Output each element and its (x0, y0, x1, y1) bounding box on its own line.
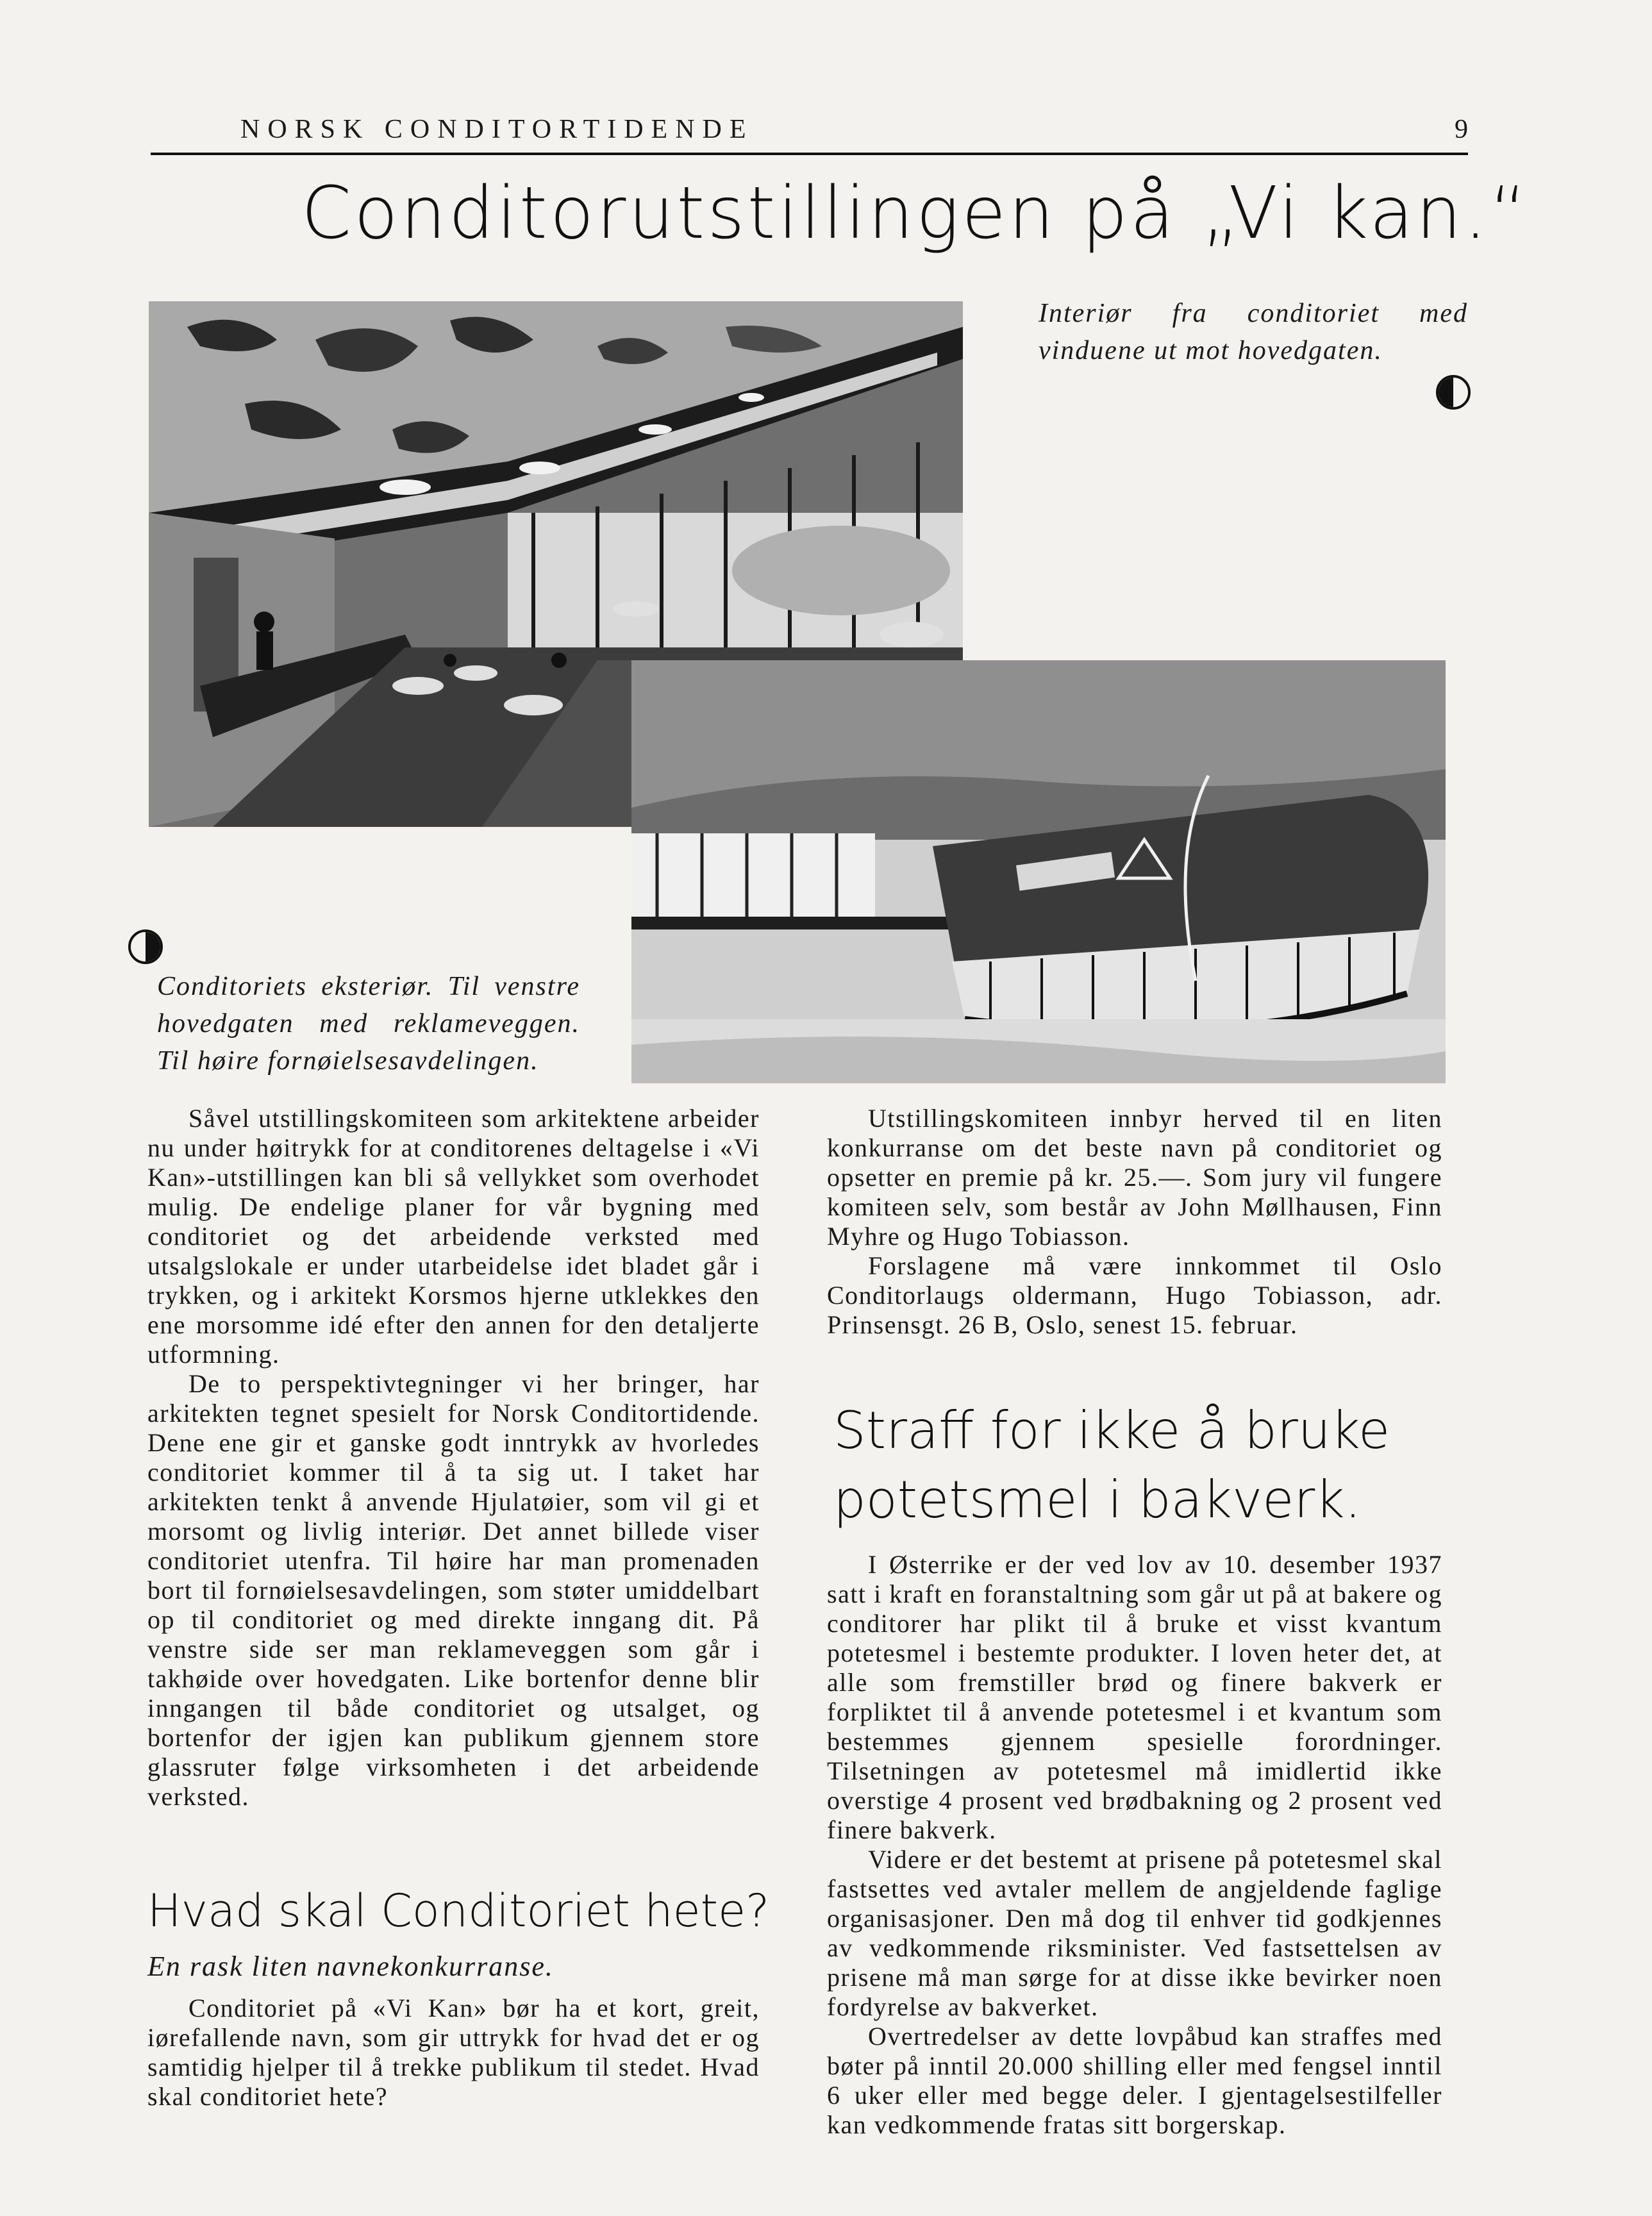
journal-name: NORSK CONDITORTIDENDE (240, 115, 754, 144)
paragraph: Utstillingskomiteen innbyr herved til en liten konkurranse om det beste navn på conditoriet og opsetter en premie på kr. 25.—. Som jury vil fungere komiteen selv, som består av John Møllhausen, Finn Myhre og Hugo Tobiasson. (827, 1104, 1442, 1251)
caption-interior: Interiør fra conditoriet med vinduene ut mot hovedgaten. (1039, 299, 1468, 365)
name-contest-body (147, 1994, 760, 2112)
left-column-body (147, 1104, 760, 1812)
paragraph: Såvel utstillingskomiteen som arkitektene arbeider nu under høitrykk for at conditorenes deltagelse i «Vi Kan»-utstillingen kan bli så vellykket som overhodet mulig. De endelige planer for vår bygning med conditoriet og det arbeidende verksted med utsalgslokale er under utarbeidelse idet bladet går i trykken, og i arkitekt Korsmos hjerne utklekkes den ene morsomme idé efter den annen for den detaljerte utformning. (147, 1104, 760, 1369)
exterior-drawing (631, 660, 1446, 1083)
page-number: 9 (1455, 115, 1468, 144)
article-title-austria: Straff for ikke å bruke potetsmel i bakverk. (833, 1401, 1390, 1529)
paragraph: Overtredelser av dette lovpåbud kan straffes med bøter på inntil 20.000 shilling eller med fengsel inntil 6 uker eller med begge deler. I gjentagelsestilfeller kan vedkommende fratas sitt borgerskap. (827, 2022, 1442, 2139)
half-moon-icon (1436, 375, 1471, 410)
paragraph: I Østerrike er der ved lov av 10. desember 1937 satt i kraft en foranstaltning som går ut på at bakere og conditorer har plikt til å bruke et visst kvantum potetesmel i bestemte produkter. I loven heter det, at alle som fremstiller brød og finere bakverk er forpliktet til å anvende potetesmel i et kvantum som bestemmes gjennem spesielle forordninger. Tilsetningen av potetesmel må imidlertid ikke overstige 4 prosent ved brødbakning og 2 prosent ved finere bakverk. (827, 1550, 1442, 1844)
caption-exterior: Conditoriets eksteriør. Til venstre hovedgaten med reklameveggen. Til høire fornøielsesavdelingen. (157, 972, 580, 1076)
half-moon-icon (128, 929, 163, 964)
paragraph: Videre er det bestemt at prisene på potetesmel skal fastsettes ved avtaler mellem de angjeldende faglige organisasjoner. Den må dog til enhver tid godkjennes av vedkommende riksminister. Ved fastsettelsen av prisene må man sørge for at disse ikke bevirker noen fordyrelse av bakverket. (827, 1845, 1442, 2021)
article-title: Conditorutstillingen på „Vi kan.“ (301, 172, 1530, 255)
section-heading: Hvad skal Conditoriet hete? (147, 1885, 770, 1937)
paragraph: Conditoriet på «Vi Kan» bør ha et kort, greit, iørefallende navn, som gir uttrykk for hvad det er og samtidig hjelper til å trekke publikum til stedet. Hvad skal conditoriet hete? (147, 1994, 760, 2111)
exterior-illustration (631, 660, 1446, 1083)
right-column-body (827, 1104, 1442, 1340)
running-header (151, 114, 1468, 155)
austria-article-body (827, 1550, 1442, 2140)
paragraph: Forslagene må være innkommet til Oslo Conditorlaugs oldermann, Hugo Tobiasson, adr. Prinsensgt. 26 B, Oslo, senest 15. februar. (827, 1251, 1442, 1339)
section-subheading: En rask liten navnekonkurranse. (147, 1951, 554, 1982)
paragraph: De to perspektivtegninger vi her bringer, har arkitekten tegnet spesielt for Norsk Conditortidende. Dene ene gir et ganske godt inntrykk av hvorledes conditoriet kommer til å ta sig ut. I taket har arkitekten tenkt å anvende Hjulatøier, som vil gi et morsomt og livlig interiør. Det annet billede viser conditoriet utenfra. Til høire har man promenaden bort til fornøielsesavdelingen, som støter umiddelbart op til conditoriet og med direkte inngang dit. På venstre side ser man reklameveggen som går i takhøide over hovedgaten. Like bortenfor denne blir inngangen til både conditoriet og utsalget, og bortenfor der igjen kan publikum gjennem store glassruter følge virksomheten i det arbeidende verksted. (147, 1369, 760, 1811)
